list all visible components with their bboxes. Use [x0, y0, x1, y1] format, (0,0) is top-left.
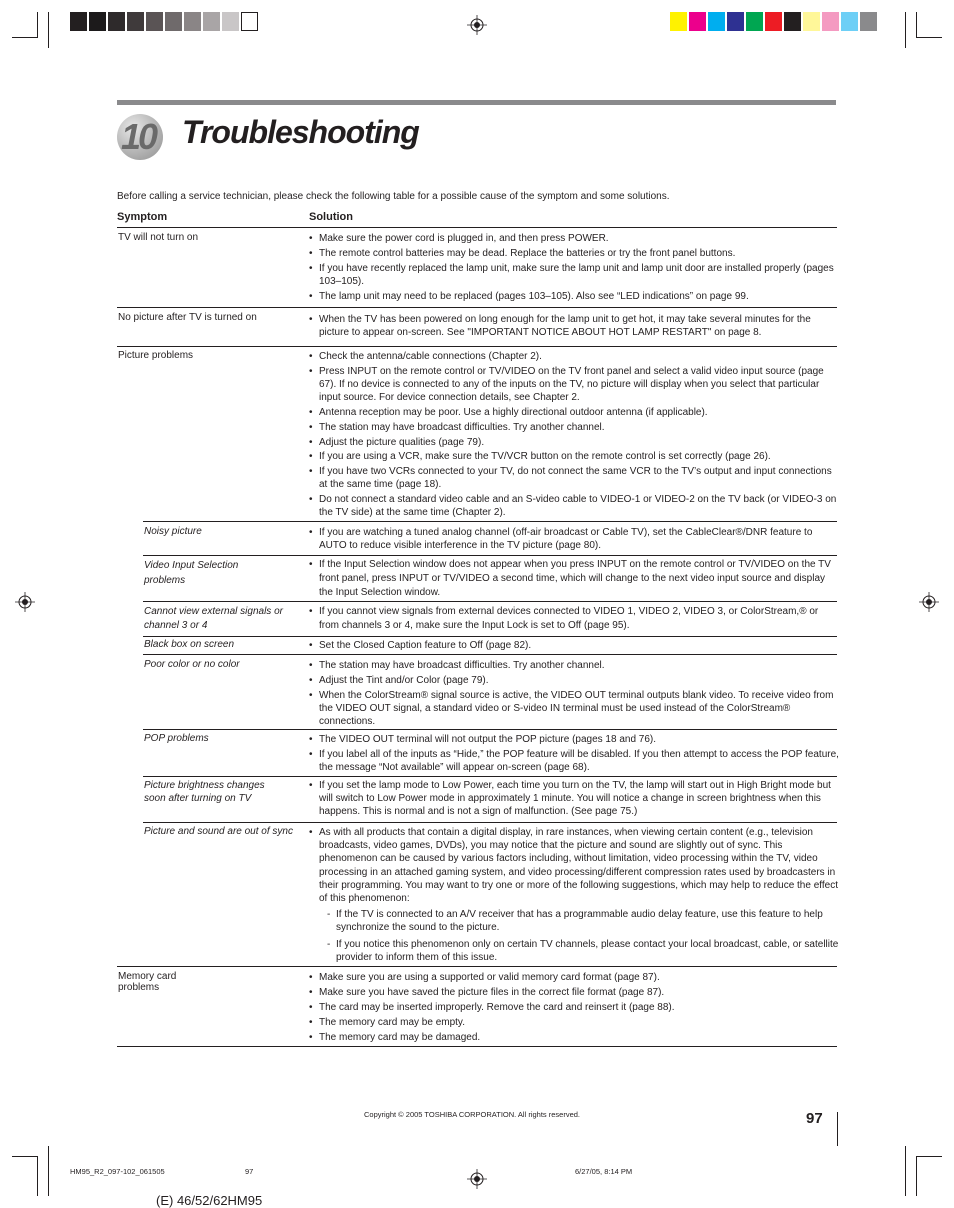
- row-divider: [143, 601, 837, 602]
- solution-cell: [309, 605, 840, 635]
- solution-bullet: • When the ColorStream® signal source is active, the VIDEO OUT terminal outputs blank video. To receive video from the VIDEO OUT signal, a standard video or S-video IN terminal must be used instead of the ColorStream® connections.: [309, 689, 840, 729]
- symptom-label: POP problems: [144, 733, 209, 744]
- color-swatch: [203, 12, 220, 31]
- page-title: Troubleshooting: [182, 114, 419, 150]
- crop-mark: [916, 12, 917, 38]
- solution-bullet: • The lamp unit may need to be replaced (pages 103–105). Also see “LED indications” on page 99.: [309, 290, 840, 303]
- symptom-label: Memory card problems: [118, 971, 177, 993]
- chapter-number-badge: [117, 114, 163, 160]
- crop-mark: [916, 1156, 917, 1196]
- solution-bullet: • If you are watching a tuned analog channel (off-air broadcast or Cable TV), set the CableClear®/DNR feature to AUTO to reduce visible interference in the TV picture (page 80).: [309, 526, 840, 552]
- color-swatch: [727, 12, 744, 31]
- chapter-rule: [117, 100, 836, 105]
- slug-page: 97: [245, 1167, 254, 1176]
- symptom-label: Video Input Selection problems: [144, 560, 239, 586]
- row-divider: [143, 636, 837, 637]
- crop-mark: [916, 37, 942, 38]
- color-swatch: [784, 12, 801, 31]
- solution-bullet: • Make sure you are using a supported or valid memory card format (page 87).: [309, 971, 840, 984]
- color-swatch: [70, 12, 87, 31]
- color-swatch: [765, 12, 782, 31]
- solution-cell: [309, 639, 840, 654]
- solution-bullet: • If you cannot view signals from external devices connected to VIDEO 1, VIDEO 2, VIDEO 3, or ColorStream,® or from channels 3 or 4, make sure the Input Lock is set to Off (page 95).: [309, 605, 840, 633]
- color-swatch: [803, 12, 820, 31]
- model-number: (E) 46/52/62HM95: [156, 1193, 263, 1208]
- row-divider: [143, 729, 837, 730]
- solution-bullet: • Set the Closed Caption feature to Off (page 82).: [309, 639, 840, 652]
- crop-mark: [12, 37, 38, 38]
- solution-bullet: • If you have recently replaced the lamp unit, make sure the lamp unit and lamp unit door are installed properly (pages 103–105).: [309, 262, 840, 288]
- solution-cell: [309, 826, 840, 966]
- solution-bullet: • Antenna reception may be poor. Use a highly directional outdoor antenna (if applicable).: [309, 406, 840, 419]
- crop-mark: [48, 1146, 49, 1196]
- row-divider: [143, 822, 837, 823]
- color-swatch: [746, 12, 763, 31]
- solution-bullet: • Press INPUT on the remote control or TV/VIDEO on the TV front panel and select a valid video input source (page 67). If no device is connected to any of the inputs on the TV, no picture will display when you select that particular input source. For device connection details, see Chapter 2.: [309, 365, 840, 405]
- solution-bullet: • Check the antenna/cable connections (Chapter 2).: [309, 350, 840, 363]
- symptom-label: Cannot view external signals or channel 3 or 4: [144, 606, 283, 631]
- solution-cell: [309, 733, 840, 776]
- symptom-label: Noisy picture: [144, 526, 202, 537]
- color-swatch: [841, 12, 858, 31]
- symptom-label: Picture and sound are out of sync: [144, 826, 293, 837]
- solution-bullet: • If you have two VCRs connected to your TV, do not connect the same VCR to the TV’s output and input connections at the same time (page 18).: [309, 465, 840, 491]
- solution-cell: [309, 350, 840, 521]
- solution-bullet: • The VIDEO OUT terminal will not output the POP picture (pages 18 and 76).: [309, 733, 840, 746]
- solution-bullet: • Adjust the picture qualities (page 79).: [309, 436, 840, 449]
- solution-cell: [309, 558, 840, 602]
- solution-bullet: • Make sure the power cord is plugged in, and then press POWER.: [309, 232, 840, 245]
- solution-bullet: • The memory card may be empty.: [309, 1016, 840, 1029]
- process-color-bar: [670, 12, 879, 31]
- color-swatch: [222, 12, 239, 31]
- solution-bullet: • If you set the lamp mode to Low Power, each time you turn on the TV, the lamp will start out in High Bright mode but will switch to Low Power mode in approximately 1 minute. You will notice a change in screen brightness when this happens. This is normal and is not a sign of malfunction. (See page 75.): [309, 780, 840, 818]
- color-swatch: [146, 12, 163, 31]
- solution-cell: [309, 780, 840, 820]
- solution-bullet: • If you label all of the inputs as “Hide,” the POP feature will be disabled. If you then attempt to access the POP feature, the message “Not available” will appear on-screen (page 68).: [309, 748, 840, 774]
- registration-mark-icon: [919, 592, 939, 612]
- row-divider: [117, 966, 837, 967]
- row-divider: [117, 307, 837, 308]
- color-swatch: [108, 12, 125, 31]
- symptom-label: Poor color or no color: [144, 659, 240, 670]
- solution-bullet: • The station may have broadcast difficulties. Try another channel.: [309, 421, 840, 434]
- crop-mark: [905, 1146, 906, 1196]
- solution-cell: [309, 526, 840, 554]
- solution-bullet: • When the TV has been powered on long enough for the lamp unit to get hot, it may take several minutes for the picture to appear on-screen. See "IMPORTANT NOTICE ABOUT HOT LAMP RESTART" on page 8.: [309, 313, 840, 339]
- solution-sub-bullet: - If you notice this phenomenon only on certain TV channels, please contact your local broadcast, cable, or satellite provider to inform them of this issue.: [309, 938, 840, 964]
- page-number: 97: [806, 1110, 823, 1127]
- color-swatch: [89, 12, 106, 31]
- solution-bullet: • The memory card may be damaged.: [309, 1031, 840, 1044]
- solution-cell: [309, 232, 840, 304]
- slug-date: 6/27/05, 8:14 PM: [575, 1167, 633, 1176]
- registration-mark-icon: [467, 1169, 487, 1189]
- symptom-header: Symptom: [117, 211, 168, 223]
- solution-bullet: • If you are using a VCR, make sure the TV/VCR button on the remote control is set correctly (page 26).: [309, 450, 840, 463]
- symptom-label: Picture brightness changes soon after turning on TV: [144, 780, 265, 804]
- solution-bullet: • Adjust the Tint and/or Color (page 79).: [309, 674, 840, 687]
- solution-bullet: • As with all products that contain a digital display, in rare instances, when viewing certain content (e.g., television broadcasts, video games, DVDs), you may notice that the picture and sound are slightly out of sync. This phenomenon can be caused by various factors including, without limitation, video processing within the TV, video processing in an attached gaming system, and video processing/different compression rates used by broadcasters in their programming. You may want to try one or more of the following suggestions, which may help to reduce the effect of this phenomenon:: [309, 826, 840, 905]
- solution-bullet: • Make sure you have saved the picture files in the correct file format (page 87).: [309, 986, 840, 999]
- solution-bullet: • The card may be inserted improperly. Remove the card and reinsert it (page 88).: [309, 1001, 840, 1014]
- symptom-label: Picture problems: [118, 350, 194, 361]
- registration-mark-icon: [467, 15, 487, 35]
- row-divider: [143, 521, 837, 522]
- color-swatch: [127, 12, 144, 31]
- row-divider: [143, 654, 837, 655]
- color-swatch: [860, 12, 877, 31]
- page-edge-rule: [837, 1112, 838, 1146]
- solution-bullet: • Do not connect a standard video cable and an S-video cable to VIDEO-1 or VIDEO-2 on the TV back (or VIDEO-3 on the TV side) at the same time (Chapter 2).: [309, 493, 840, 519]
- copyright-text: Copyright © 2005 TOSHIBA CORPORATION. All rights reserved.: [364, 1110, 581, 1119]
- color-swatch: [165, 12, 182, 31]
- slug-file-name: HM95_R2_097-102_061505: [70, 1167, 165, 1176]
- chapter-number: 10: [121, 116, 156, 157]
- crop-mark: [916, 1156, 942, 1157]
- row-divider: [143, 776, 837, 777]
- header-rule: [117, 227, 837, 228]
- table-bottom-rule: [117, 1046, 837, 1047]
- crop-mark: [905, 12, 906, 48]
- color-swatch: [708, 12, 725, 31]
- symptom-label: TV will not turn on: [118, 232, 199, 243]
- row-divider: [117, 346, 837, 347]
- color-swatch: [689, 12, 706, 31]
- color-swatch: [184, 12, 201, 31]
- solution-header: Solution: [309, 211, 353, 223]
- row-divider: [143, 555, 837, 556]
- intro-text: Before calling a service technician, please check the following table for a possible cause of the symptom and some solutions.: [117, 191, 670, 202]
- solution-bullet: • The station may have broadcast difficulties. Try another channel.: [309, 659, 840, 672]
- symptom-label: Black box on screen: [144, 639, 235, 650]
- crop-mark: [37, 1156, 38, 1196]
- crop-mark: [48, 12, 49, 48]
- solution-bullet: • The remote control batteries may be dead. Replace the batteries or try the front panel buttons.: [309, 247, 840, 260]
- color-swatch: [822, 12, 839, 31]
- gray-color-bar: [70, 12, 260, 31]
- symptom-label: No picture after TV is turned on: [118, 312, 257, 323]
- solution-cell: [309, 659, 840, 730]
- solution-cell: [309, 313, 840, 341]
- solution-cell: [309, 971, 840, 1046]
- crop-mark: [37, 12, 38, 38]
- color-swatch: [670, 12, 687, 31]
- solution-sub-bullet: - If the TV is connected to an A/V receiver that has a programmable audio delay feature, use this feature to help synchronize the sound to the picture.: [309, 908, 840, 934]
- solution-bullet: • If the Input Selection window does not appear when you press INPUT on the remote control or TV/VIDEO on the TV front panel, press INPUT or TV/VIDEO a second time, which will change to the next video input source and display the Input Selection window.: [309, 558, 840, 600]
- color-swatch: [241, 12, 258, 31]
- crop-mark: [12, 1156, 38, 1157]
- registration-mark-icon: [15, 592, 35, 612]
